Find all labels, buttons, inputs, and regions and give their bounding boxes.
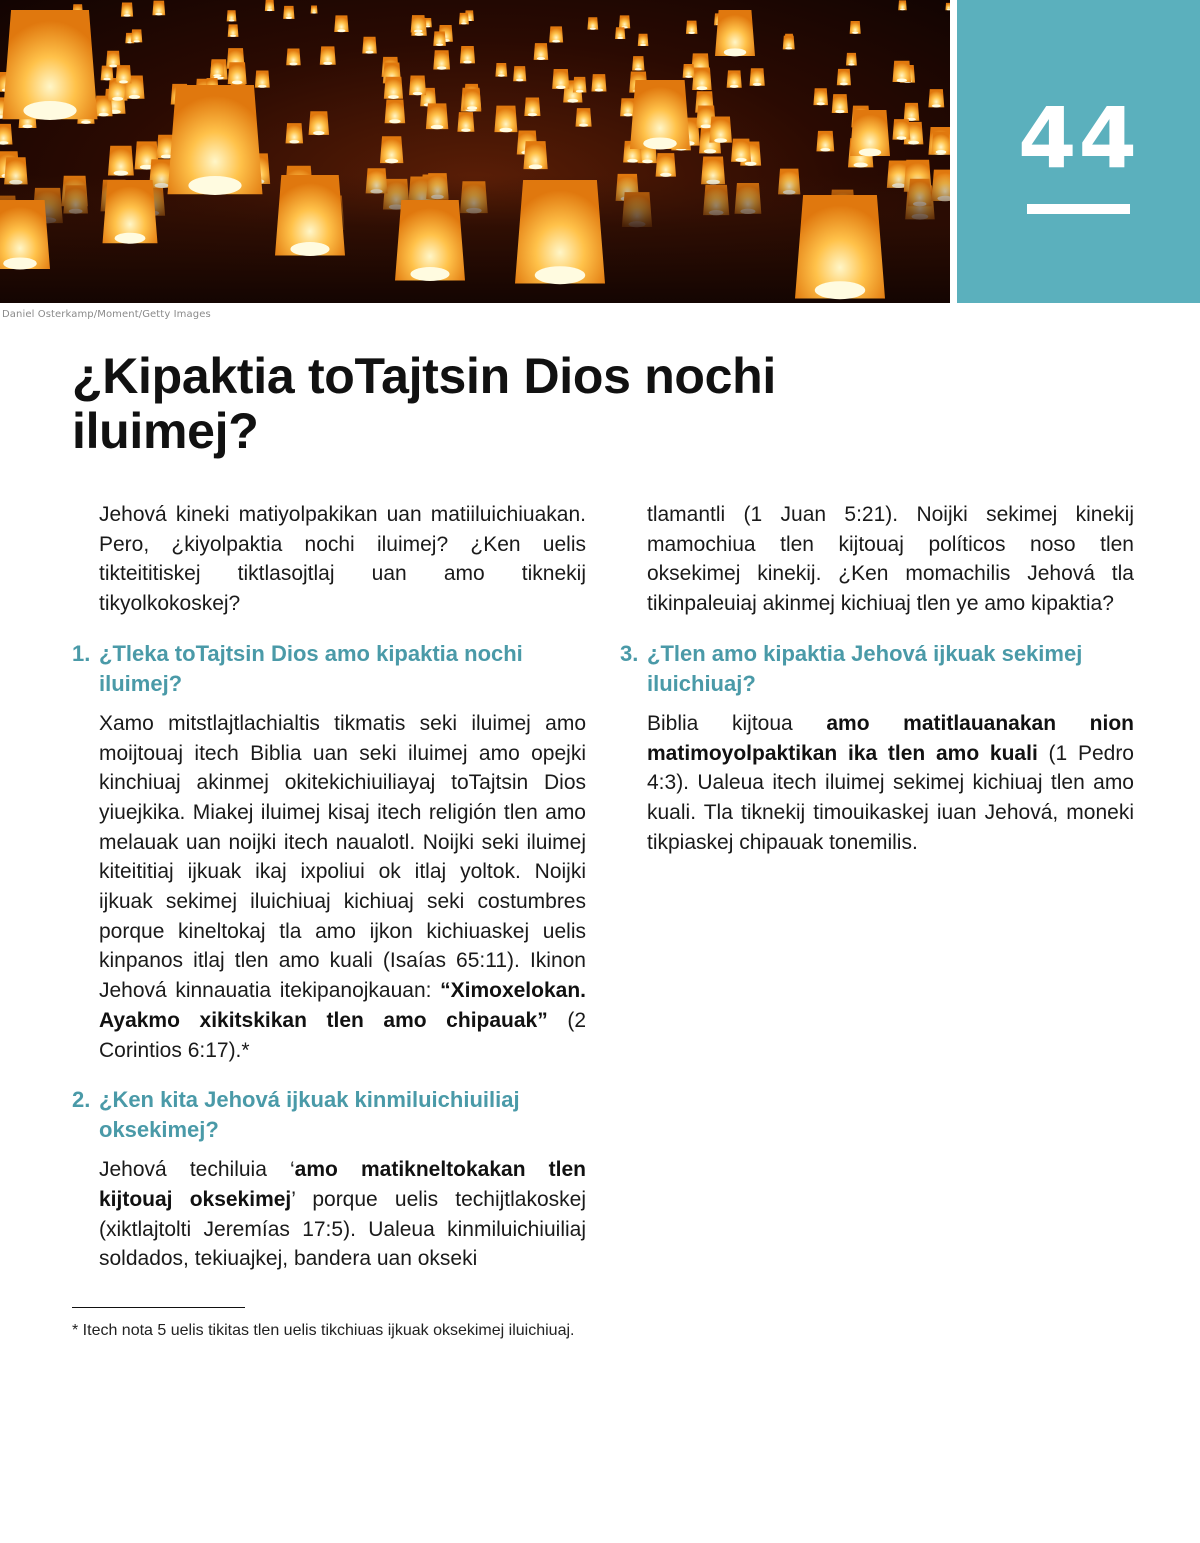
lantern-flame [365,51,373,54]
section-3-text-b: (1 Pedro 4:3). Ualeua itech iluimej sekimej kichiuaj tlen amo kuali. Tla tiknekij timouikaskej iuan Jehová, moneki tikpiaskej chipauak tonemilis. [647,741,1134,854]
lantern-flame [337,29,345,32]
lantern-flame [426,26,430,28]
section-1-paragraph [72,709,586,1065]
lantern-flame [785,47,792,49]
lantern-flame [290,242,329,256]
lantern-flame [461,128,471,131]
lantern-flame [579,124,588,127]
lantern-flame [431,125,444,129]
lantern-flame [112,97,123,101]
lantern-flame [286,17,292,19]
lantern-flame [289,140,299,144]
lantern-flame [133,40,139,42]
lantern-flame [230,35,236,37]
lantern-flame [461,22,467,24]
lesson-number-panel [957,0,1200,303]
lantern-flame [529,164,543,169]
lantern-flame [413,92,423,95]
lantern-flame [22,125,32,129]
lantern-flame [103,78,110,81]
section-2-continued: tlamantli (1 Juan 5:21). Noijki sekimej kinekij mamochiua tlen kijtouaj políticos noso tlen oksekimej kinekij. ¿Ken momachilis Jehová tla tikinpaleuiaj akinmej kichiuaj tlen ye amo kipaktia? [647,503,1134,616]
lantern-flame [852,32,858,34]
lantern-flame [817,102,825,105]
lantern-flame [815,281,865,299]
lantern-flame [415,33,424,36]
photo-credit: Daniel Osterkamp/Moment/Getty Images [2,309,211,320]
lantern-flame [389,119,401,123]
lantern-flame [627,159,638,163]
section-3-text-a: Biblia kijtoua [647,711,827,735]
lantern-flame [99,113,109,117]
lantern-flame [385,159,398,164]
lantern-flame [516,79,523,82]
lantern-flame [642,159,653,163]
question-1 [72,639,586,699]
lantern-flame [499,128,512,133]
lantern-flame [114,171,129,176]
lantern-flame [896,136,906,140]
lantern-flame [576,90,584,93]
question-2 [72,1085,586,1145]
lantern-flame [643,137,677,149]
question-1-number: 1. [72,640,91,666]
lantern-flame [23,101,76,120]
sky-lanterns-photo [0,0,950,303]
right-column [620,500,1134,857]
section-3-bold: amo matitlauanakan nion matimoyolpaktikan ika tlen amo kuali [647,711,1134,765]
lantern-flame [188,176,241,195]
lantern-flame [323,62,332,65]
lantern-flame [745,162,757,166]
lantern-flame [552,40,560,43]
left-column [72,500,586,1274]
question-2-text: ¿Ken kita Jehová ijkuak kinmiluichiuiliaj oksekimej? [99,1087,520,1143]
lantern-flame [535,266,585,284]
lantern-flame [900,9,905,11]
lantern-flame [696,86,707,90]
lantern-flame [908,141,919,145]
lantern-flame [735,158,746,162]
lantern-flame [528,113,537,116]
lantern-flame [119,80,128,83]
lantern-flame [704,149,716,153]
lantern-flame [267,9,272,11]
lantern-flame [467,106,477,110]
lantern-flame [635,68,642,70]
section-1-text-b: (2 Corintios 6:17).* [99,1008,586,1062]
lantern-flame [820,148,830,152]
lantern-flame [312,12,316,13]
lantern-flame [155,13,162,16]
section-3-paragraph [620,709,1134,858]
question-1-text: ¿Tleka toTajtsin Dios amo kipaktia nochi iluimej? [99,640,523,696]
question-3 [620,639,1134,699]
lantern-flame [258,85,266,88]
lantern-flame [595,89,603,92]
lantern-flame [232,81,243,85]
lantern-flame [590,28,596,30]
lantern-flame [289,62,297,65]
intro-paragraph: Jehová kineki matiyolpakikan uan matiiluichiuakan. Pero, ¿kiyolpaktia nochi iluimej? ¿Ken uelis tikteititiskej tiktlasojtlaj uan amo tiknekij tikyolkokoskej? [99,503,586,616]
lantern-flame [3,257,37,269]
lantern-flame [685,75,692,77]
lantern-flame [859,148,881,156]
lantern-flame [229,20,234,22]
lantern-flame [129,95,140,99]
lantern-flame [730,85,738,88]
lantern-flame [701,124,712,128]
lantern-flame [414,30,422,33]
lantern-flame [640,44,646,46]
lantern-flame [835,110,844,113]
lantern-flame [109,64,117,67]
lantern-flame [410,267,449,281]
question-3-number: 3. [620,640,639,666]
lantern-flame [498,74,505,76]
footnote: * Itech nota 5 uelis tikitas tlen uelis tikchiuas ijkuak oksekimej iluichiuaj. [72,1322,575,1339]
question-2-number: 2. [72,1087,91,1113]
lantern-flame [688,32,694,34]
lantern-flame [897,78,907,82]
section-1-bold: “Ximoxelokan. Ayakmo xikitskikan tlen amo chipauak” [99,979,586,1032]
lantern-flame [724,48,746,56]
page-title: ¿Kipaktia toTajtsin Dios nochi iluimej? [72,348,777,459]
lantern-flame [388,95,399,99]
lantern-flame [753,83,762,86]
lantern-flame [124,14,131,16]
section-1-text-a: Xamo mitstlajtlachialtis tikmatis seki iluimej amo moijtouaj itech Biblia uan seki iluimej amo opejki kinchiuaj akinmej okitekichiuiliayaj toTajtsin Dios yiuejkika. Miakej iluimej kisaj itech religión tlen amo melauak uan noijki itech naualotl. Noijki seki iluimej kiteititiaj ijkuak ikaj ixpoliui ok itlaj yoltok. Noijki ijkuak sekimej iluichiuaj kichiuaj seki costumbres porque kineltokaj tla amo ijkon kichiuaskej uelis kinpanos itlaj tlen amo kuali (Isaías 65:11). Ikinon Jehová kinnauatia itekipanojkauan: [99,711,586,1003]
lantern-flame [437,66,446,69]
lantern-flame [840,82,848,85]
lantern-flame [463,61,471,64]
lantern-flame [567,99,578,103]
lantern-flame [537,57,545,60]
lesson-number: 44 [1018,89,1139,187]
section-2-paragraph: Jehová techiluia ‘amo matikneltokakan tlen kijtouaj oksekimej’ porque uelis techijtlakoskej (xiktlajtolti Jeremías 17:5). Ualeua kinmiluichiuiliaj soldados, tekiuajkej, bandera uan okseki [99,1158,586,1271]
lantern-flame [617,37,623,39]
question-3-text: ¿Tlen amo kipaktia Jehová ijkuak sekimej iluichiuaj? [647,640,1083,696]
lantern-flame [556,86,566,89]
lantern-flame [436,43,443,46]
lantern-flame [714,138,727,143]
lantern-flame [848,63,854,65]
footnote-divider [72,1307,245,1308]
lantern-flame [936,150,947,154]
lesson-number-underline [1027,204,1130,214]
lantern-flame [313,131,325,135]
lantern-flame [81,120,91,123]
lantern-flame [932,104,941,107]
lantern-flame [854,162,868,167]
lantern-flame [213,74,221,77]
lantern-flame [115,233,146,244]
lantern-flame [624,113,633,116]
